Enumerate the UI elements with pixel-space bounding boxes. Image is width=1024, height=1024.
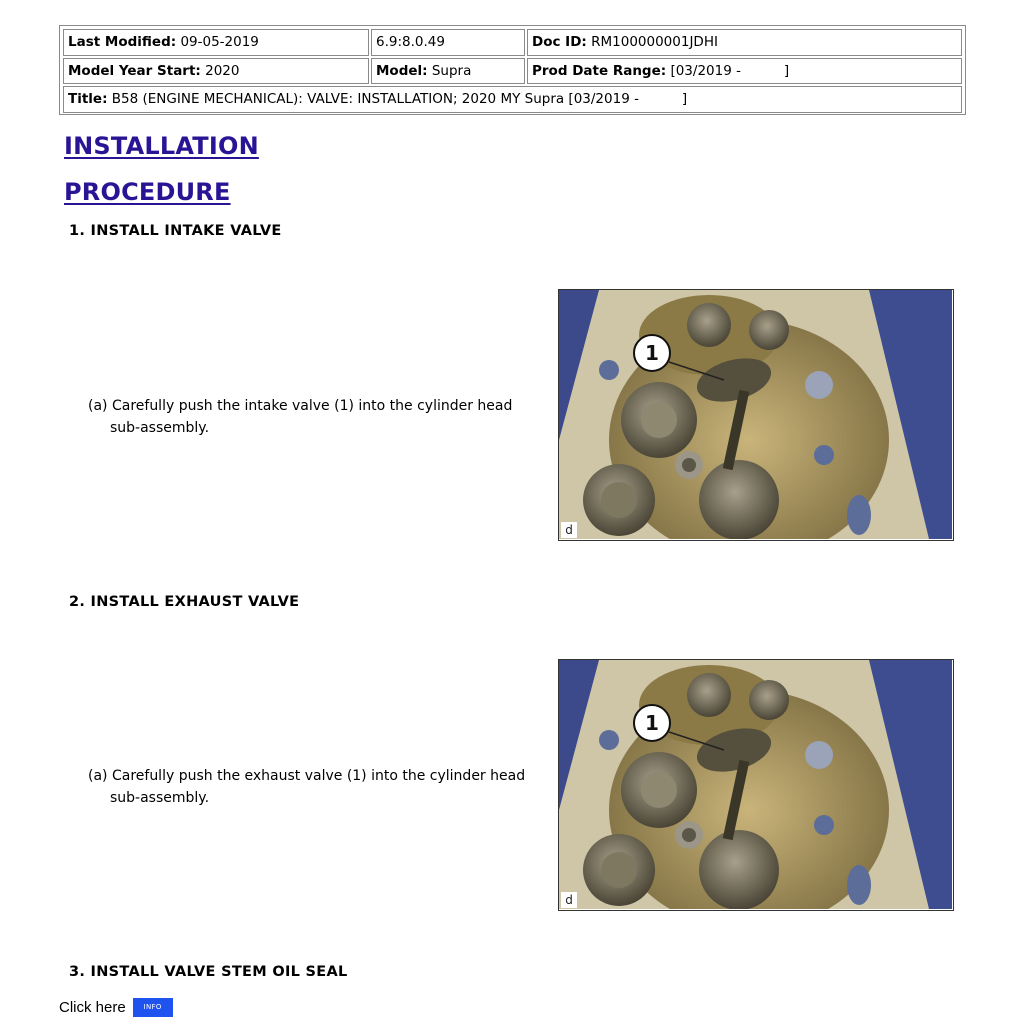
exhaust-valve-photo	[558, 659, 954, 911]
document-header-table	[59, 25, 966, 115]
doc-id-cell	[527, 29, 962, 56]
step-2-substep	[88, 765, 548, 809]
header-row-1	[62, 28, 963, 57]
header-row-2	[62, 57, 963, 86]
version-cell	[371, 29, 525, 56]
model-year-value: 2020	[205, 62, 240, 79]
step-3-title: 3. INSTALL VALVE STEM OIL SEAL	[69, 964, 348, 980]
doc-id-value: RM100000001JDHI	[591, 34, 718, 50]
step-2-substep-prefix: (a)	[88, 768, 108, 784]
callout-number: 1	[645, 341, 659, 365]
intake-valve-photo	[558, 289, 954, 541]
prod-date-range-value: [03/2019 - ]	[670, 62, 790, 79]
step-2-title: 2. INSTALL EXHAUST VALVE	[69, 594, 300, 610]
title-cell	[63, 86, 962, 113]
image-label: d	[561, 892, 577, 908]
installation-heading: INSTALLATION	[64, 132, 259, 160]
version-value: 6.9:8.0.49	[376, 34, 445, 50]
model-year-label: Model Year Start:	[68, 62, 201, 79]
doc-id-label: Doc ID:	[532, 34, 587, 50]
click-here-row	[59, 998, 173, 1017]
last-modified-label: Last Modified:	[68, 34, 177, 50]
model-label: Model:	[376, 62, 428, 79]
step-1-substep-line2: sub-assembly.	[110, 420, 210, 436]
step-2-substep-line1: Carefully push the exhaust valve (1) into the cylinder head	[111, 768, 526, 784]
step-2-substep-line2: sub-assembly.	[110, 790, 210, 806]
cylinder-head-illustration	[559, 660, 952, 909]
header-row-3	[62, 85, 963, 114]
last-modified-value: 09-05-2019	[180, 34, 259, 50]
model-value: Supra	[431, 62, 472, 79]
click-here-text: Click here	[59, 999, 126, 1016]
prod-date-range-cell	[527, 58, 962, 85]
info-button[interactable]: INFO	[133, 998, 173, 1017]
prod-date-range-label: Prod Date Range:	[532, 62, 667, 79]
step-1-substep-line1: Carefully push the intake valve (1) into the cylinder head	[111, 398, 513, 414]
step-1-substep-prefix: (a)	[88, 398, 108, 414]
step-1-title: 1. INSTALL INTAKE VALVE	[69, 223, 282, 239]
last-modified-cell	[63, 29, 369, 56]
title-value: B58 (ENGINE MECHANICAL): VALVE: INSTALLATION; 2020 MY Supra [03/2019 - ]	[111, 91, 688, 107]
cylinder-head-illustration	[559, 290, 952, 539]
image-label: d	[561, 522, 577, 538]
step-1-substep	[88, 395, 548, 439]
callout-number: 1	[645, 711, 659, 735]
model-cell	[371, 58, 525, 85]
procedure-heading: PROCEDURE	[64, 178, 231, 206]
model-year-cell	[63, 58, 369, 85]
title-label: Title:	[68, 91, 108, 107]
